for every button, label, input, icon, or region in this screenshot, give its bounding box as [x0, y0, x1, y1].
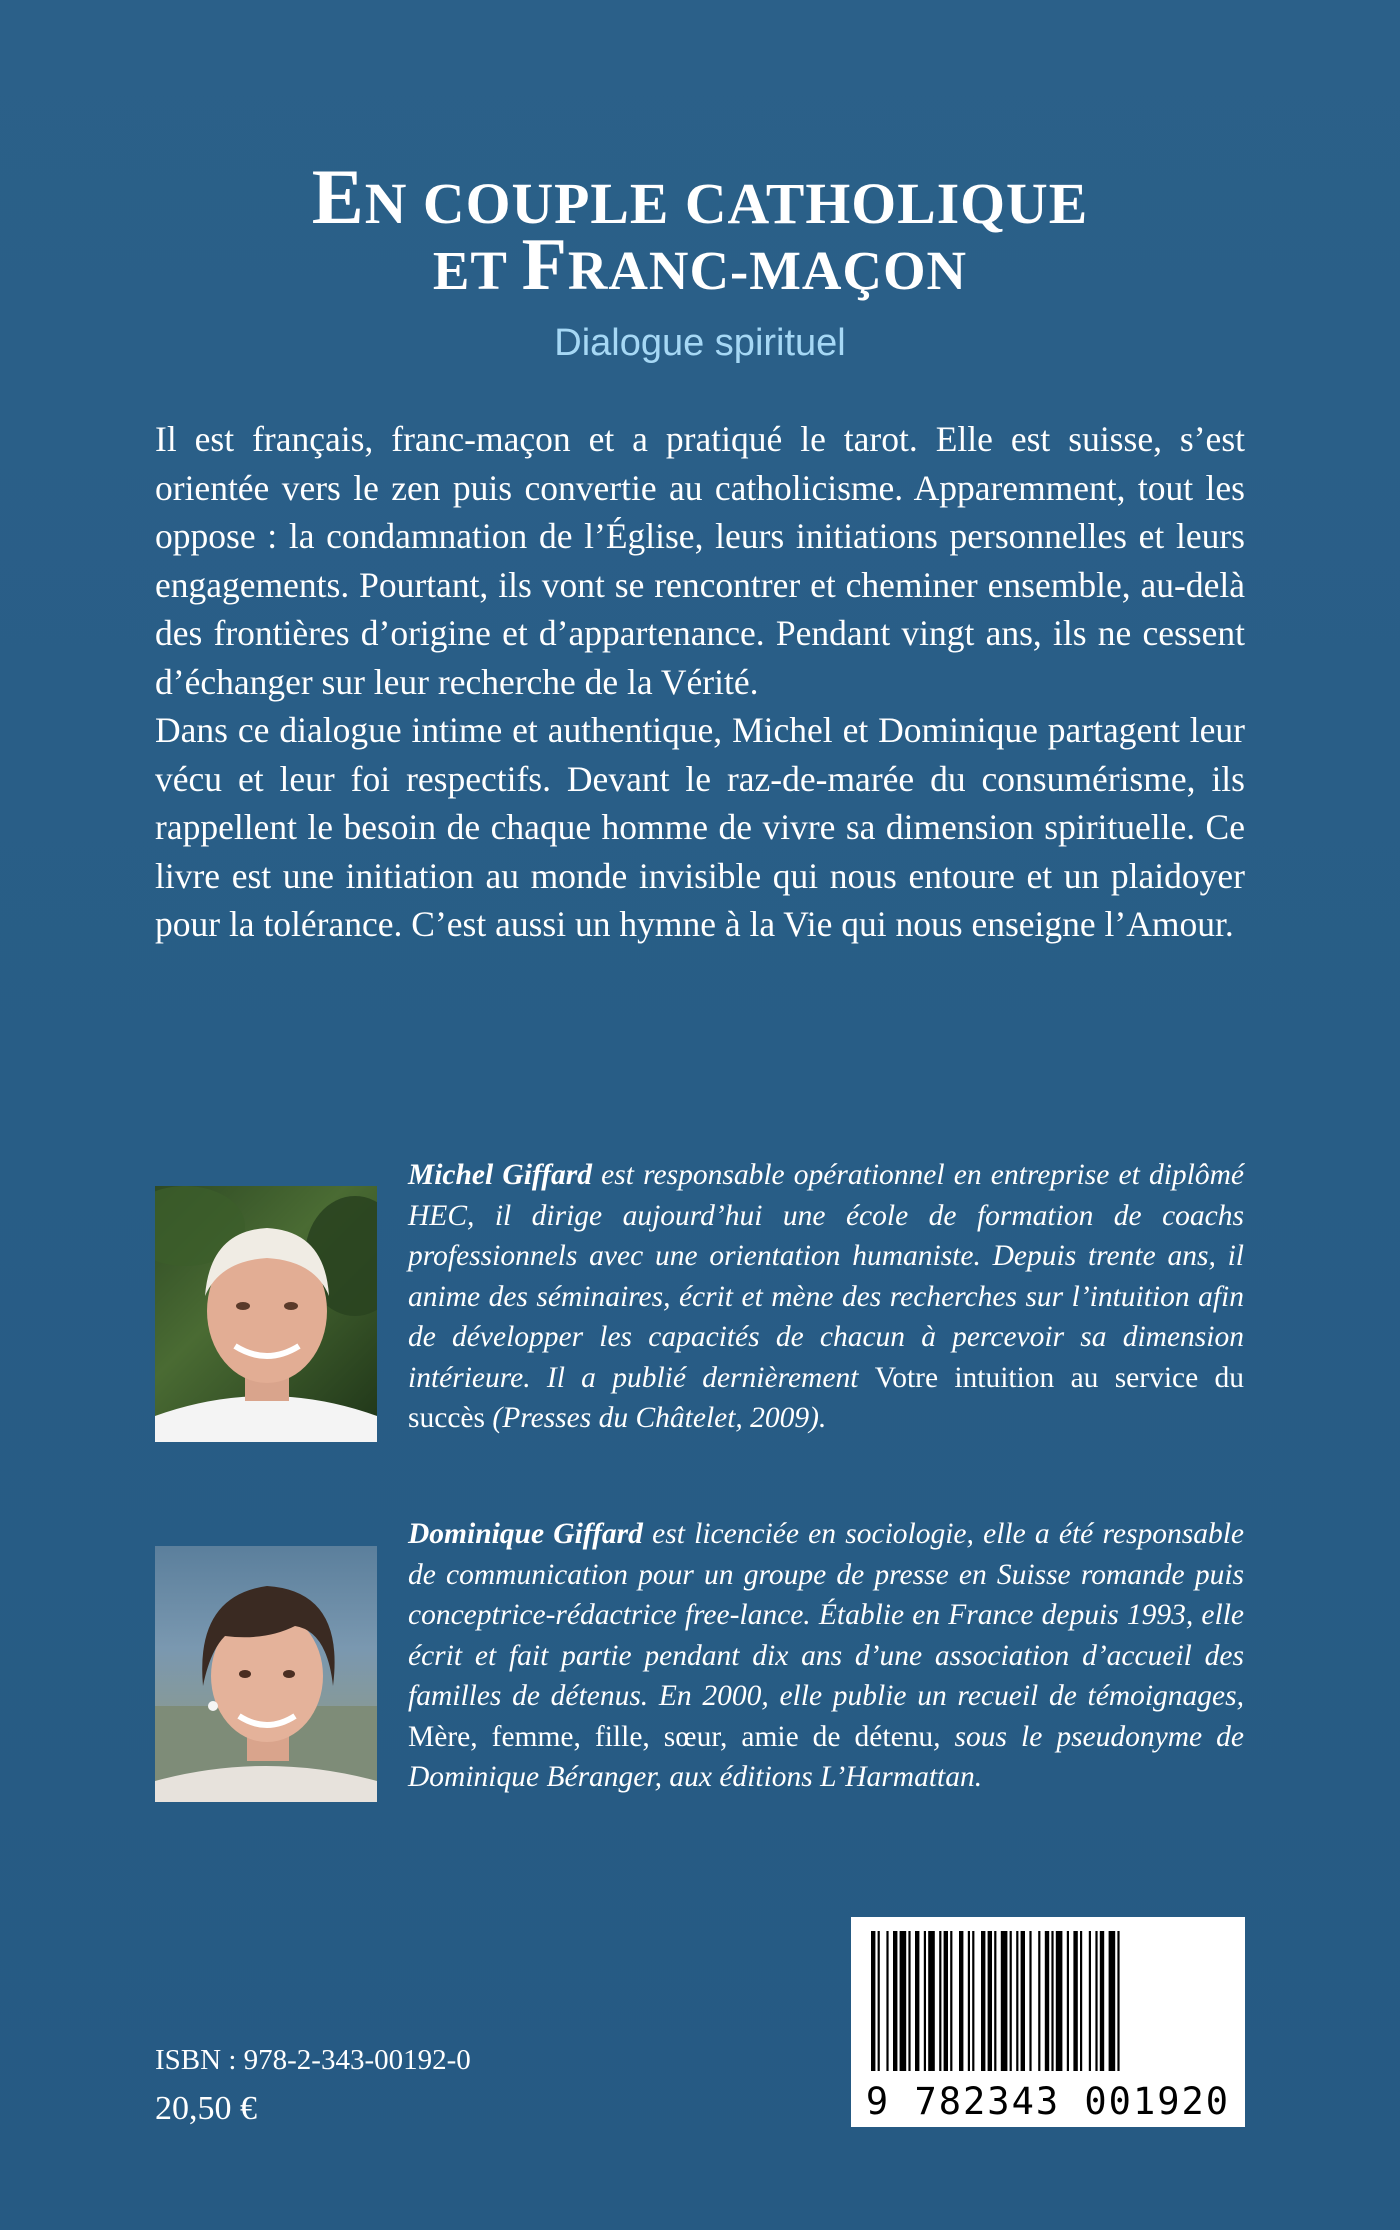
barcode-bar — [1067, 1931, 1069, 2071]
author-bio-michel: Michel Giffard est responsable opérationnel en entreprise et diplômé HEC, il dirige aujourd’hui une école de formation de coachs professionnels avec une orientation humaniste. Depuis trente ans, il anime des séminaires, écrit et mène des recherches sur l’intuition afin de développer les capacités de chacun à percevoir sa dimension intérieure. Il a publié dernièrement Votre intuition au service du succès (Presses du Châtelet, 2009). — [408, 1159, 1245, 1434]
barcode-bar — [988, 1931, 992, 2071]
barcode-bar — [915, 1931, 919, 2071]
barcode-bar — [939, 1931, 941, 2071]
barcode-bar — [944, 1931, 948, 2071]
barcode-bar — [981, 1931, 985, 2071]
barcode-bar — [968, 1931, 970, 2071]
book-title-line-2: ET FRANC-MAÇON — [432, 224, 968, 306]
barcode-bar — [1095, 1931, 1097, 2071]
book-reference: Mère, femme, fille, sœur, amie de détenu — [408, 1720, 934, 1753]
barcode-bar — [1051, 1931, 1053, 2071]
blurb — [155, 415, 1245, 949]
barcode-bar — [1001, 1931, 1008, 2071]
author-name: Dominique Giffard — [408, 1518, 643, 1550]
barcode-bar — [1021, 1931, 1025, 2071]
barcode-bar — [1117, 1931, 1119, 2071]
barcode-bar — [959, 1931, 963, 2071]
barcode-bar — [1109, 1931, 1116, 2071]
barcode-bar — [878, 1931, 880, 2071]
blurb-paragraph-2: Dans ce dialogue intime et authentique, Michel et Dominique partagent leur vécu et leur foi respectifs. Devant le raz-de-marée du consumérisme, ils rappellent le besoin de chaque homme de vivre sa dimension spirituelle. Ce livre est une initiation au monde invisible qui nous entoure et un plaidoyer pour la tolérance. C’est aussi un hymne à la Vie qui nous enseigne l’Amour. — [155, 710, 1245, 944]
barcode-bar — [871, 1931, 875, 2071]
barcode-bar — [950, 1931, 952, 2071]
barcode-bar — [1073, 1931, 1077, 2071]
barcode-bar — [1016, 1931, 1018, 2071]
book-subtitle: Dialogue spirituel — [554, 322, 846, 364]
barcode-bar — [900, 1931, 907, 2071]
barcode-bar — [1089, 1931, 1091, 2071]
blurb-paragraph-1: Il est français, franc-maçon et a pratiqué le tarot. Elle est suisse, s’est orientée vers le zen puis convertie au catholicisme. Apparemment, tout les oppose : la condamnation de l’Église, leurs initiations personnelles et leurs engagements. Pourtant, ils vont se rencontrer et cheminer ensemble, au-delà des frontières d’origine et d’appartenance. Pendant vingt ans, ils ne cessent d’échanger sur leur recherche de la Vérité. — [155, 419, 1245, 702]
barcode-bar — [908, 1931, 910, 2071]
barcode-bar — [994, 1931, 996, 2071]
barcode-bar — [1010, 1931, 1012, 2071]
author-name: Michel Giffard — [408, 1159, 592, 1191]
barcode-bar — [924, 1931, 926, 2071]
author-bio-dominique: Dominique Giffard est licenciée en sociologie, elle a été responsable de communication pour un groupe de presse en Suisse romande puis conceptrice-rédactrice free-lance. Établie en France depuis 1993, elle écrit et fait partie pendant dix ans d’une association d’accueil des familles de détenus. En 2000, elle publie un recueil de témoignages, Mère, femme, fille, sœur, amie de détenu, sous le pseudonyme de Dominique Béranger, aux éditions L’Harmattan. — [408, 1518, 1244, 1793]
isbn: ISBN : 978-2-343-00192-0 — [155, 2044, 471, 2076]
barcode-bar — [1056, 1931, 1063, 2071]
barcode — [851, 1917, 1245, 2127]
barcode-number: 9 782343 001920 — [865, 2080, 1231, 2123]
price: 20,50 € — [155, 2090, 257, 2127]
barcode-bar — [972, 1931, 974, 2071]
author-photo-dominique — [155, 1546, 377, 1802]
barcode-bar — [1029, 1931, 1031, 2071]
barcode-bar — [928, 1931, 935, 2071]
barcode-bar — [1045, 1931, 1049, 2071]
barcode-bar — [1080, 1931, 1082, 2071]
book-reference: Votre intuition au service du succès — [408, 1361, 1245, 1434]
author-photo-michel — [155, 1186, 377, 1442]
barcode-bar — [1038, 1931, 1040, 2071]
barcode-bar — [1100, 1931, 1104, 2071]
barcode-bar — [893, 1931, 897, 2071]
barcode-bar — [886, 1931, 888, 2071]
book-title-line-1: EN COUPLE CATHOLIQUE — [311, 153, 1089, 240]
